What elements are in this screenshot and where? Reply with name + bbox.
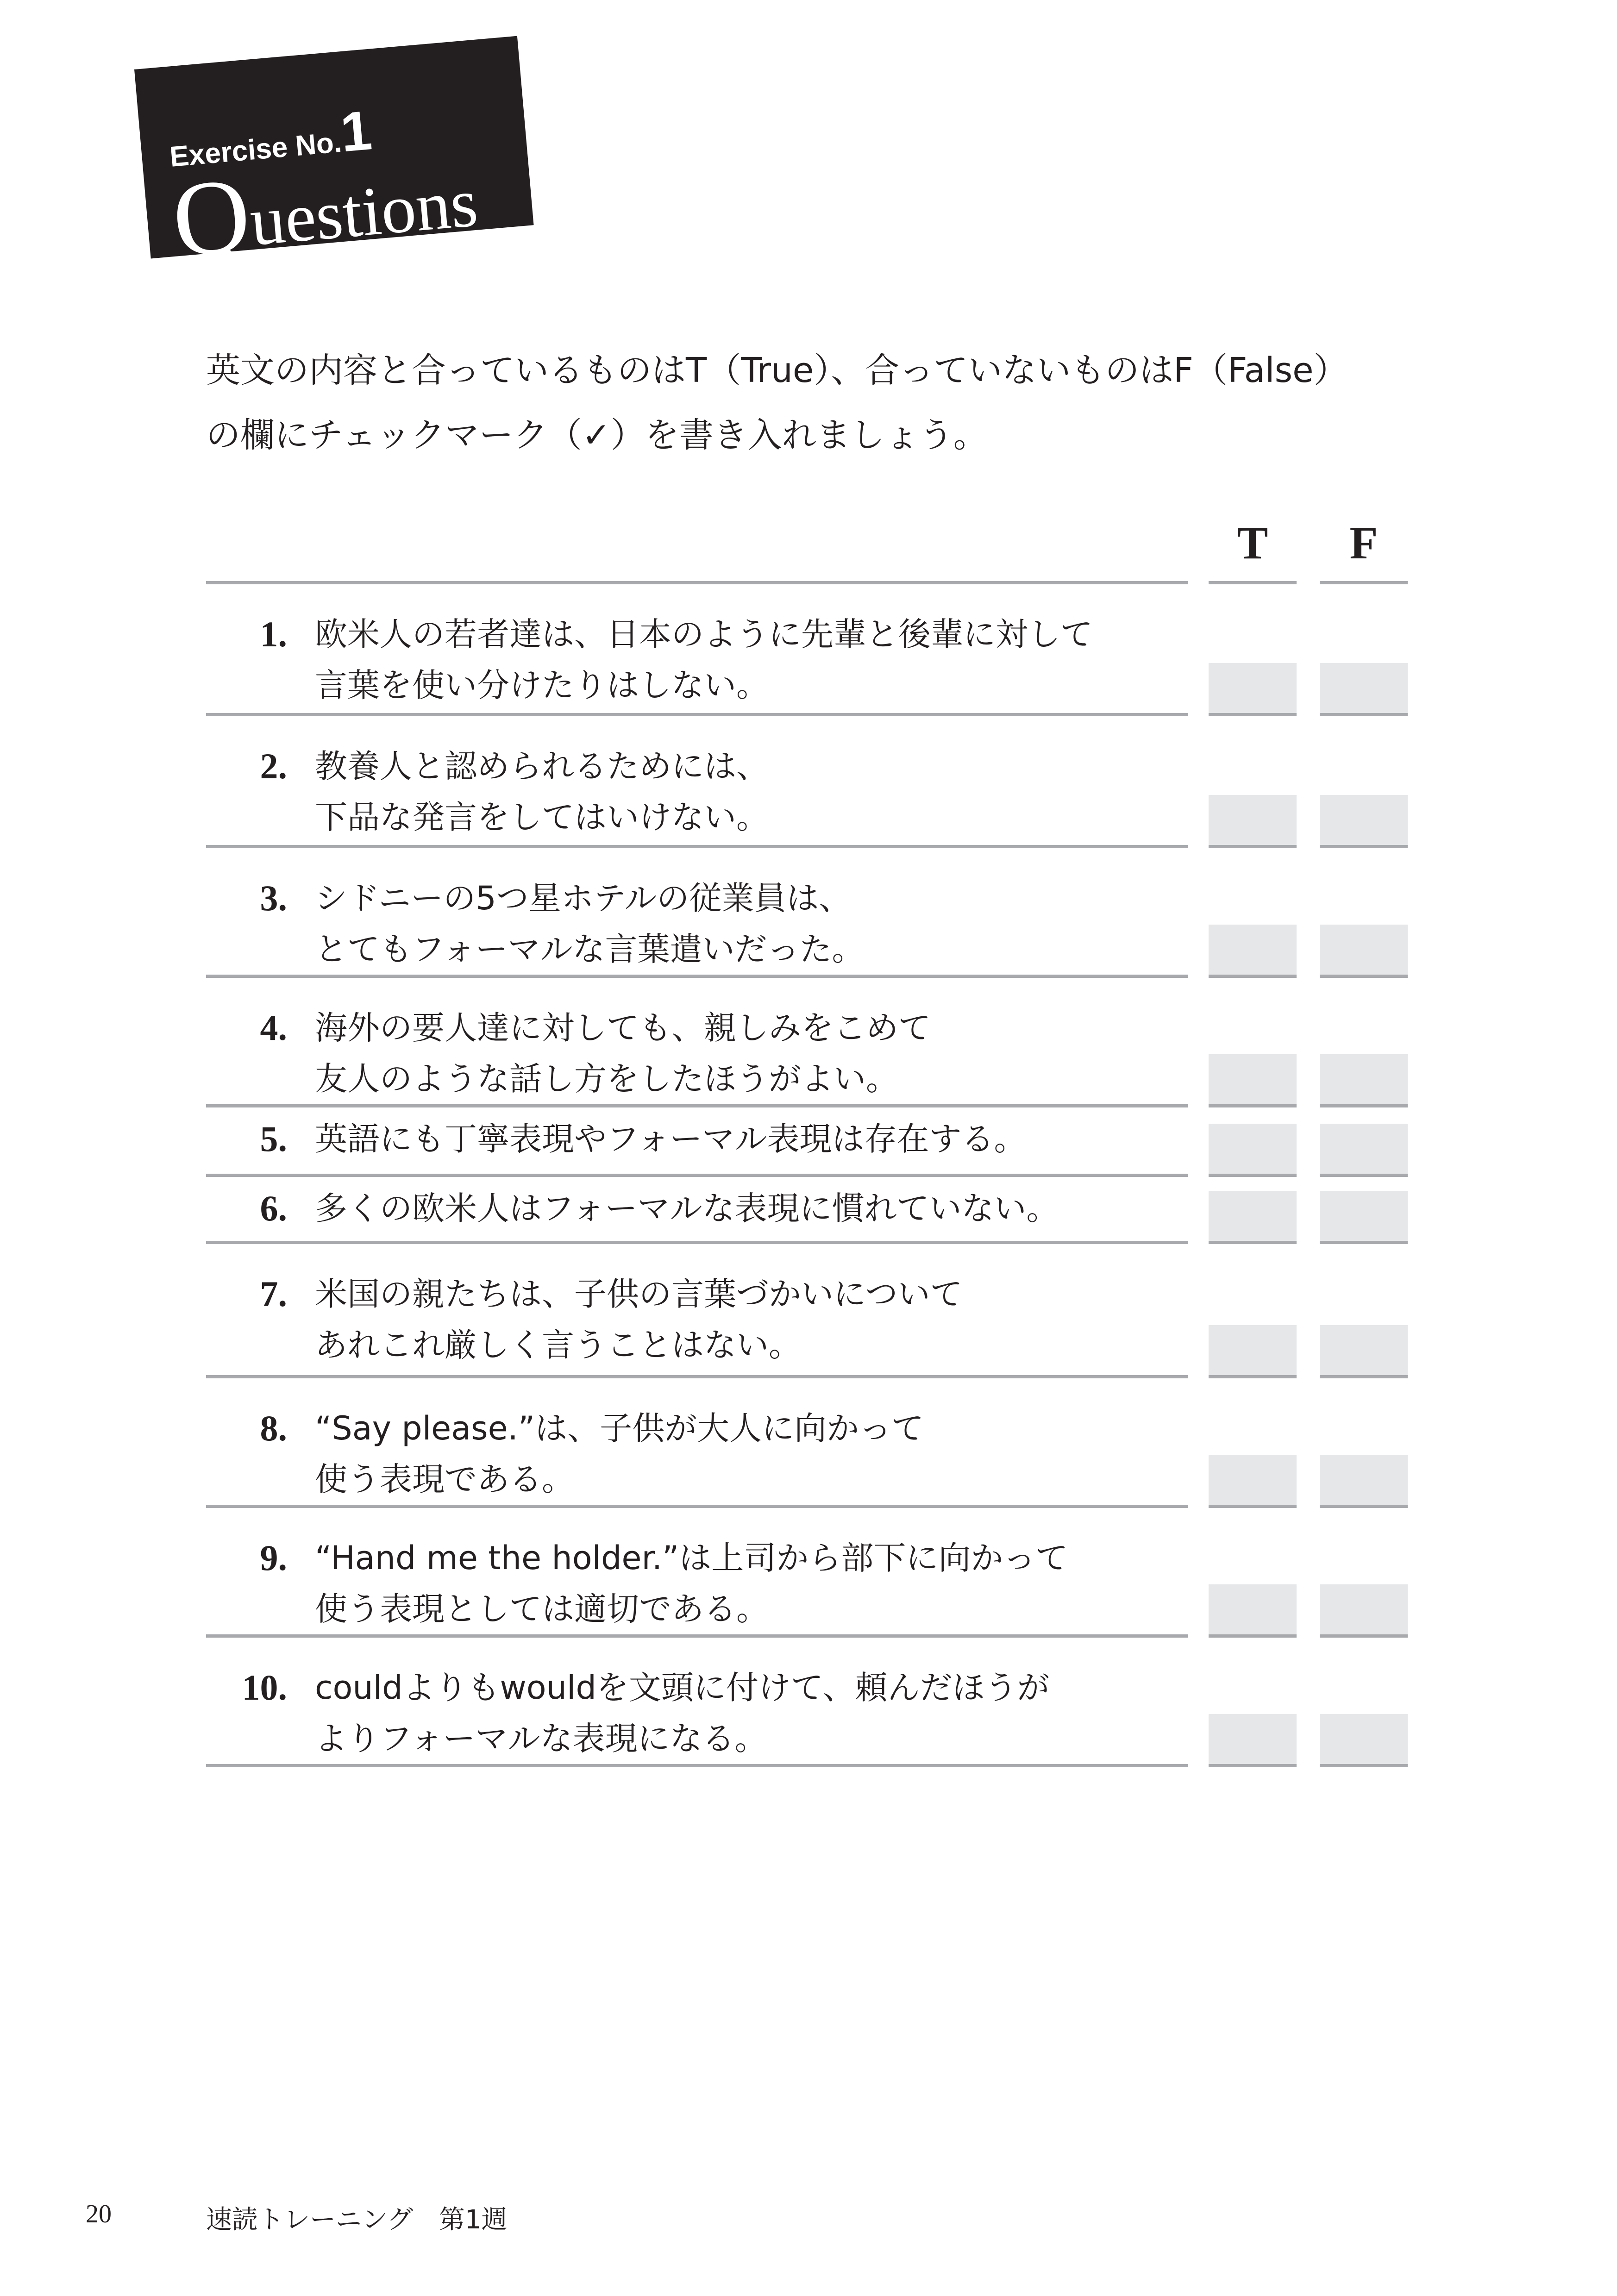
question-rule-false [1320,1375,1408,1378]
question-number: 5. [260,1119,287,1159]
question-rule [206,975,1188,978]
answer-box-false[interactable] [1320,1714,1408,1764]
page-number: 20 [86,2200,112,2228]
questions-title-initial: Q [168,155,255,280]
exercise-badge [134,36,534,280]
question-rule [206,1104,1188,1107]
question-number: 7. [260,1274,287,1314]
question-rule-false [1320,1764,1408,1767]
question-rule [206,713,1188,716]
answer-box-true[interactable] [1209,1584,1297,1634]
questions-title [168,133,482,282]
question-text-line-1: couldよりもwouldを文頭に付けて、頼んだほうが [315,1669,1050,1707]
question-number: 9. [260,1538,287,1578]
question-rule-false [1320,1104,1408,1107]
answer-box-false[interactable] [1320,1054,1408,1104]
question-rule [206,1634,1188,1638]
question-rule-false [1320,1505,1408,1508]
header-rule-false [1320,581,1408,584]
question-rule-false [1320,1634,1408,1638]
question-text-line-2: とてもフォーマルな言葉遣いだった。 [315,930,865,968]
question-text-line-1: 欧米人の若者達は、日本のように先輩と後輩に対して [315,615,1093,653]
question-rule [206,1241,1188,1244]
answer-box-true[interactable] [1209,925,1297,975]
exercise-label-text: Exercise No. [168,126,343,173]
question-rule-false [1320,1174,1408,1177]
answer-box-true[interactable] [1209,1455,1297,1505]
question-number: 2. [260,746,287,786]
question-text-line-2: 使う表現としては適切である。 [315,1590,769,1628]
question-rule-true [1209,975,1297,978]
question-text-line-2: あれこれ厳しく言うことはない。 [315,1326,801,1364]
answer-box-true[interactable] [1209,1191,1297,1241]
question-text-line-2: 友人のような話し方をしたほうがよい。 [315,1060,898,1098]
answer-box-false[interactable] [1320,795,1408,845]
column-header-false: F [1349,517,1378,569]
question-rule-true [1209,1764,1297,1767]
answer-box-true[interactable] [1209,1325,1297,1375]
answer-box-false[interactable] [1320,1455,1408,1505]
answer-box-true[interactable] [1209,663,1297,713]
header-rule-true [1209,581,1297,584]
question-rule-true [1209,1174,1297,1177]
question-rule-false [1320,975,1408,978]
questions-title-rest: uestions [247,163,481,261]
question-text-line-1: 米国の親たちは、子供の言葉づかいについて [315,1275,963,1313]
question-number: 8. [260,1408,287,1448]
question-rule [206,1375,1188,1378]
answer-box-true[interactable] [1209,1714,1297,1764]
question-rule [206,845,1188,848]
answer-box-true[interactable] [1209,795,1297,845]
question-number: 6. [260,1188,287,1228]
question-text-line-1: 英語にも丁寧表現やフォーマル表現は存在する。 [315,1120,1027,1158]
question-text-line-2: よりフォーマルな表現になる。 [315,1720,767,1758]
question-rule [206,1764,1188,1767]
question-text-line-2: 言葉を使い分けたりはしない。 [315,666,769,704]
answer-box-false[interactable] [1320,1124,1408,1174]
question-rule-true [1209,1241,1297,1244]
question-text-line-1: 海外の要人達に対しても、親しみをこめて [315,1009,931,1047]
question-text-line-2: 下品な発言をしてはいけない。 [315,798,769,836]
question-rule-false [1320,845,1408,848]
question-number: 3. [260,878,287,918]
question-rule [206,1174,1188,1177]
question-text-line-1: 教養人と認められるためには、 [315,747,769,785]
answer-box-false[interactable] [1320,925,1408,975]
question-text-line-1: 多くの欧米人はフォーマルな表現に慣れていない。 [315,1189,1059,1227]
question-rule-true [1209,713,1297,716]
footer-book-title: 速読トレーニング 第1週 [206,2205,508,2235]
answer-box-false[interactable] [1320,1584,1408,1634]
question-rule [206,1505,1188,1508]
question-rule-true [1209,845,1297,848]
question-rule-false [1320,713,1408,716]
answer-box-false[interactable] [1320,1191,1408,1241]
column-header-true: T [1237,517,1268,569]
exercise-number: 1 [338,99,375,164]
question-number: 4. [260,1007,287,1048]
question-text-line-1: シドニーの5つ星ホテルの従業員は、 [315,879,852,917]
question-rule-true [1209,1505,1297,1508]
question-rule-false [1320,1241,1408,1244]
instructions-line-1: 英文の内容と合っているものはT（True）、合っていないものはF（False） [206,350,1348,390]
answer-box-false[interactable] [1320,1325,1408,1375]
question-rule-true [1209,1104,1297,1107]
question-number: 1. [260,614,287,654]
answer-box-true[interactable] [1209,1124,1297,1174]
question-text-line-1: “Hand me the holder.”は上司から部下に向かって [315,1539,1068,1577]
question-text-line-1: “Say please.”は、子供が大人に向かって [315,1409,924,1447]
question-rule-true [1209,1375,1297,1378]
instructions [206,338,1419,468]
question-rule-true [1209,1634,1297,1638]
question-text-line-2: 使う表現である。 [315,1460,574,1498]
answer-box-true[interactable] [1209,1054,1297,1104]
question-number: 10. [242,1667,287,1708]
header-rule [206,581,1188,584]
instructions-line-2: の欄にチェックマーク（✓）を書き入れましょう。 [206,415,988,455]
answer-box-false[interactable] [1320,663,1408,713]
